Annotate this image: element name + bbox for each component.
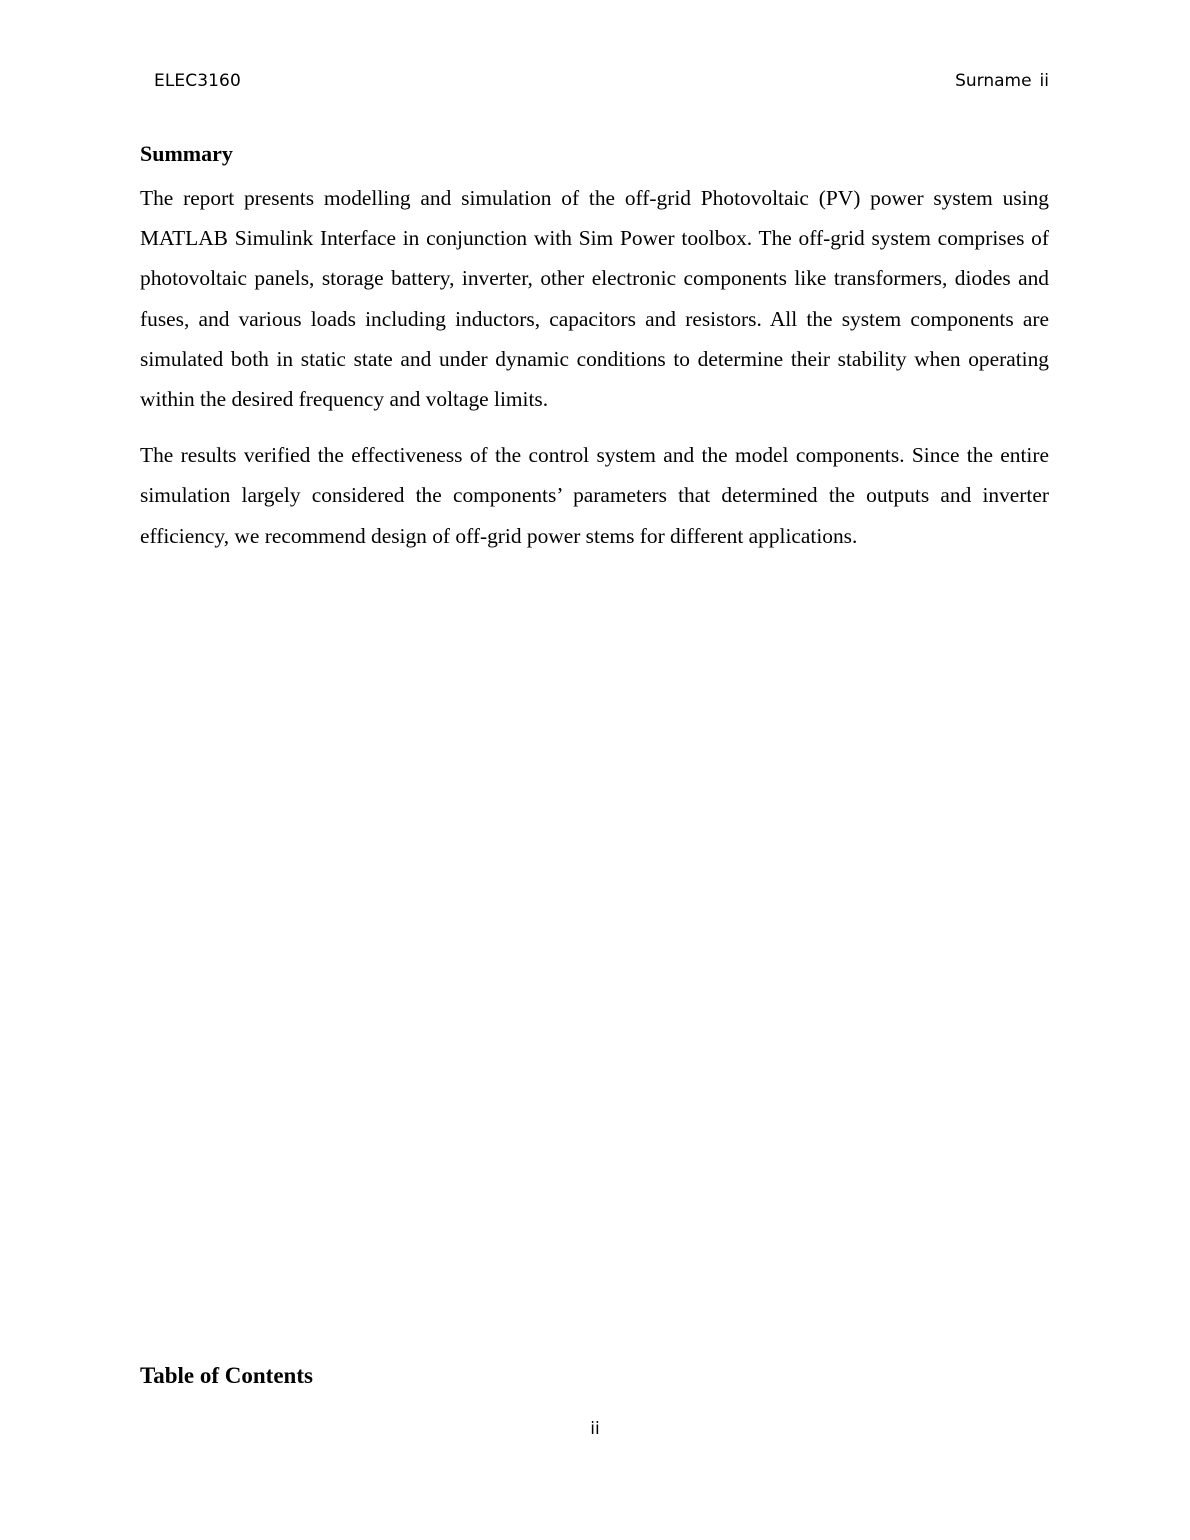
summary-heading: Summary (140, 141, 233, 166)
header-surname: Surname (955, 71, 1032, 91)
summary-section (140, 139, 1049, 556)
footer-page-number: ii (590, 1419, 600, 1439)
summary-paragraph-2: The results verified the effectiveness of the control system and the model components. Since the entire simulation largely considered the components’ parameters that determined the outputs and inverter efficiency, we recommend design of off-grid power stems for different applications. (140, 443, 1049, 548)
header-page-number: ii (1039, 71, 1049, 91)
header-course-code: ELEC3160 (154, 71, 241, 91)
summary-paragraph-1: The report presents modelling and simulation of the off-grid Photovoltaic (PV) power system using MATLAB Simulink Interface in conjunction with Sim Power toolbox. The off-grid system comprises of photovoltaic panels, storage battery, inverter, other electronic components like transformers, diodes and fuses, and various loads including inductors, capacitors and resistors. All the system components are simulated both in static state and under dynamic conditions to determine their stability when operating within the desired frequency and voltage limits. (140, 186, 1049, 412)
toc-heading: Table of Contents (140, 1363, 313, 1388)
header-right (955, 71, 1049, 91)
